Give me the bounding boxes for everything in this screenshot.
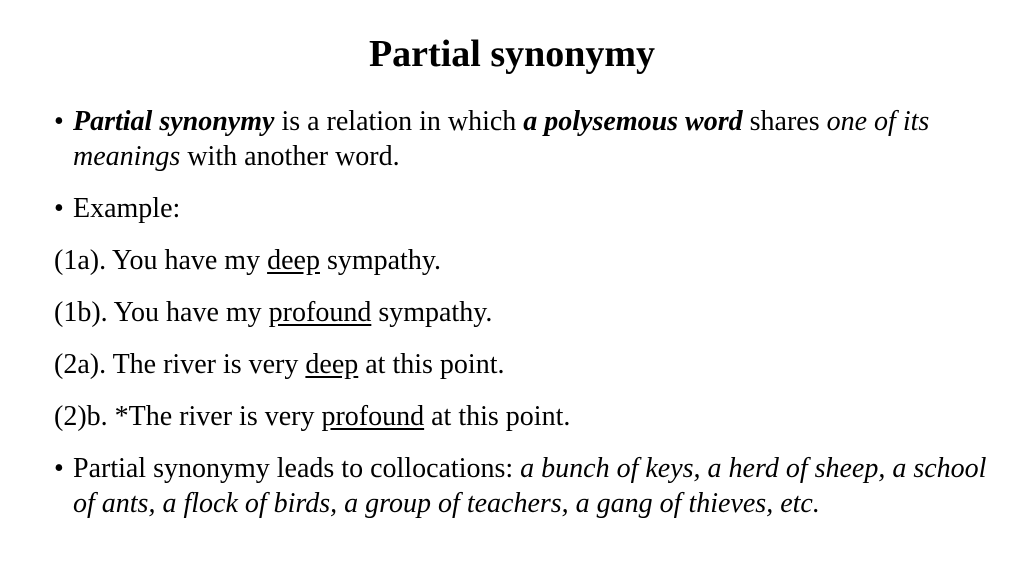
example-suffix: sympathy. (319, 245, 442, 276)
slide-title: Partial synonymy (368, 33, 656, 75)
example-keyword: profound (268, 297, 372, 328)
example-keyword: deep (305, 349, 359, 380)
example-label: Example: (73, 193, 181, 224)
example-sentence (54, 243, 989, 278)
example-sentence (54, 399, 989, 434)
bullet-example (54, 191, 989, 226)
example-sentence (54, 347, 989, 382)
bullet-definition (54, 104, 989, 174)
bullet-dot: • (54, 453, 64, 484)
bullet-collocations (54, 451, 989, 521)
definition-text-3: with another word. (180, 141, 400, 172)
bullet-dot: • (54, 106, 64, 137)
definition-text-1: is a relation in which (274, 106, 524, 137)
example-keyword: deep (267, 245, 320, 276)
example-prefix: (2a). The river is very (54, 349, 306, 380)
bullet-dot: • (54, 193, 64, 224)
example-suffix: at this point. (358, 349, 505, 380)
example-prefix: (1a). You have my (54, 245, 268, 276)
collocations-intro: Partial synonymy leads to collocations: (73, 453, 521, 484)
collocation-period: . (812, 488, 820, 519)
term-partial-synonymy: Partial synonymy (73, 106, 275, 137)
collocation-examples: a bunch of keys, a herd of sheep, a school of ants, a flock of birds, a group of teachers, a gang of thieves, etc (73, 453, 987, 519)
example-prefix: (1b). You have my (54, 297, 269, 328)
term-polysemous-word: a polysemous word (523, 106, 743, 137)
example-sentence (54, 295, 989, 330)
example-suffix: at this point. (424, 401, 571, 432)
slide-body (54, 104, 989, 538)
example-keyword: profound (321, 401, 425, 432)
example-suffix: sympathy. (371, 297, 493, 328)
definition-text-2: shares (742, 106, 827, 137)
term-one-of-its-meanings: one of its meanings (73, 106, 930, 172)
example-prefix: (2)b. *The river is very (54, 401, 322, 432)
